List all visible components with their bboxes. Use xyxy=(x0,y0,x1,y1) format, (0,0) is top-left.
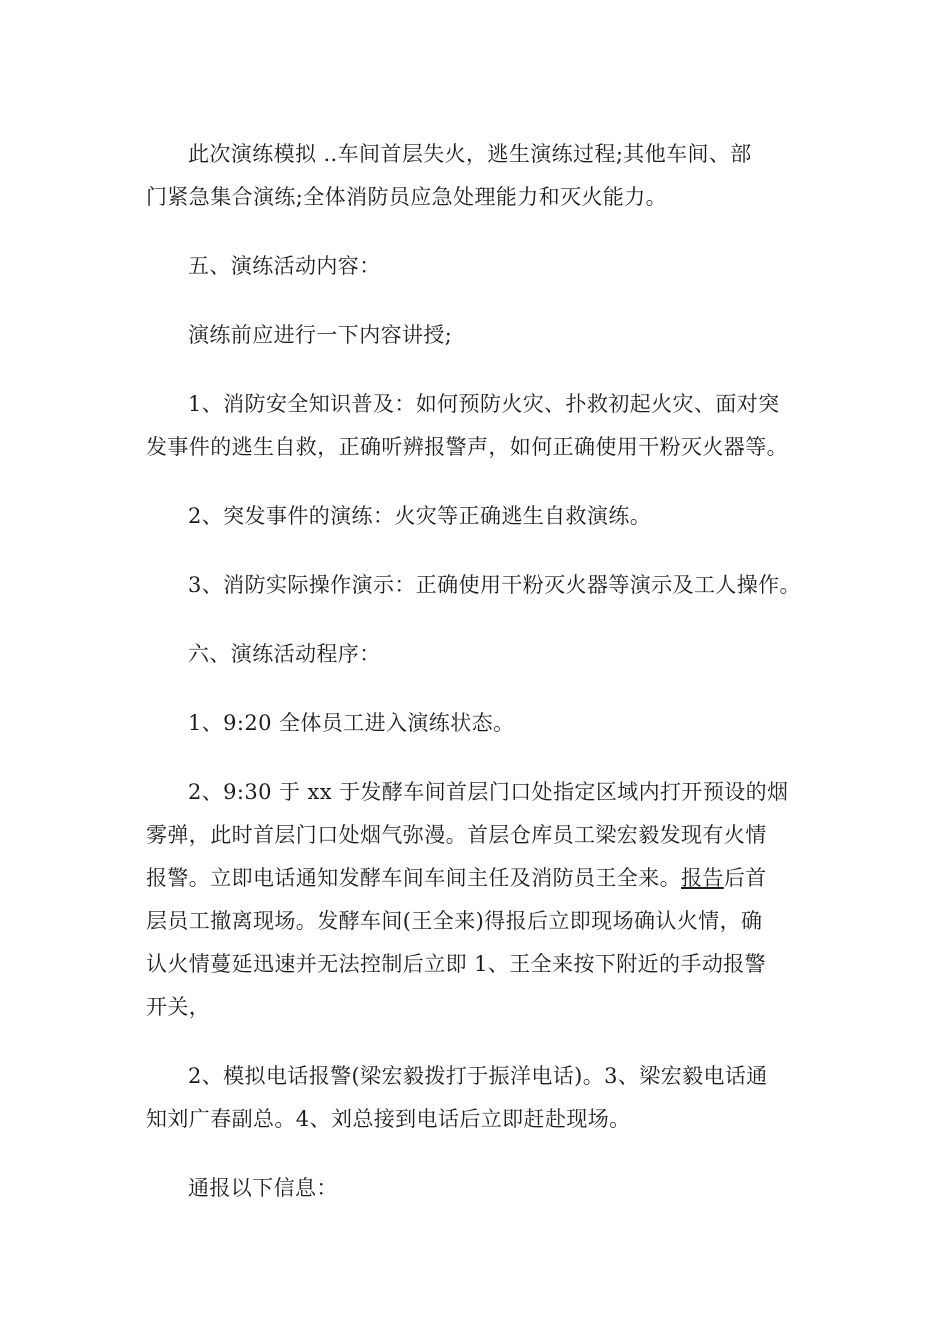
text-line: 1、9:20 全体员工进入演练状态。 xyxy=(188,711,515,735)
text-segment: 报警。立即电话通知发酵车间车间主任及消防员王全来。 xyxy=(146,866,681,890)
text-line: 2、突发事件的演练：火灾等正确逃生自救演练。 xyxy=(188,504,652,528)
list-item-1 xyxy=(146,383,826,469)
text-line: 2、9:30 于 xx 于发酵车间首层门口处指定区域内打开预设的烟 xyxy=(188,780,789,804)
heading-text: 六、演练活动程序： xyxy=(188,642,381,666)
text-line: 通报以下信息： xyxy=(188,1176,338,1200)
paragraph-pre-drill xyxy=(146,314,826,357)
heading-text: 五、演练活动内容： xyxy=(188,254,381,278)
section-heading-5 xyxy=(146,245,826,288)
document-body xyxy=(146,133,826,1236)
text-segment: 后首 xyxy=(723,866,767,890)
report-link[interactable]: 报告 xyxy=(681,866,724,890)
text-line: 1、消防安全知识普及：如何预防火灾、扑救初起火灾、面对突 xyxy=(188,392,780,416)
text-line: 3、消防实际操作演示：正确使用干粉灭火器等演示及工人操作。 xyxy=(188,573,801,597)
text-line: 认火情蔓延迅速并无法控制后立即 1、王全来按下附近的手动报警 xyxy=(146,952,767,976)
text-line: 2、模拟电话报警(梁宏毅拨打于振洋电话)。3、梁宏毅电话通 xyxy=(188,1064,768,1088)
text-line: 层员工撤离现场。发酵车间(王全来)得报后立即现场确认火情，确 xyxy=(146,909,763,933)
text-line: 知刘广春副总。4、刘总接到电话后立即赶赴现场。 xyxy=(146,1107,631,1131)
paragraph-drill-simulation xyxy=(146,133,826,219)
section-heading-6 xyxy=(146,633,826,676)
procedure-step-2 xyxy=(146,771,826,1029)
procedure-step-phone-alarm xyxy=(146,1055,826,1141)
text-line: 门紧急集合演练;全体消防员应急处理能力和灭火能力。 xyxy=(146,185,668,209)
list-item-2 xyxy=(146,495,826,538)
text-line-with-link xyxy=(104,857,826,900)
text-line: 发事件的逃生自救，正确听辨报警声，如何正确使用干粉灭火器等。 xyxy=(146,435,788,459)
procedure-step-1 xyxy=(146,702,826,745)
notification-heading xyxy=(146,1167,826,1210)
text-line: 此次演练模拟 ..车间首层失火，逃生演练过程;其他车间、部 xyxy=(188,142,752,166)
list-item-3 xyxy=(146,564,826,607)
text-line: 演练前应进行一下内容讲授; xyxy=(188,323,453,347)
text-line: 雾弹，此时首层门口处烟气弥漫。首层仓库员工梁宏毅发现有火情 xyxy=(146,823,767,847)
text-line: 开关， xyxy=(146,995,211,1019)
